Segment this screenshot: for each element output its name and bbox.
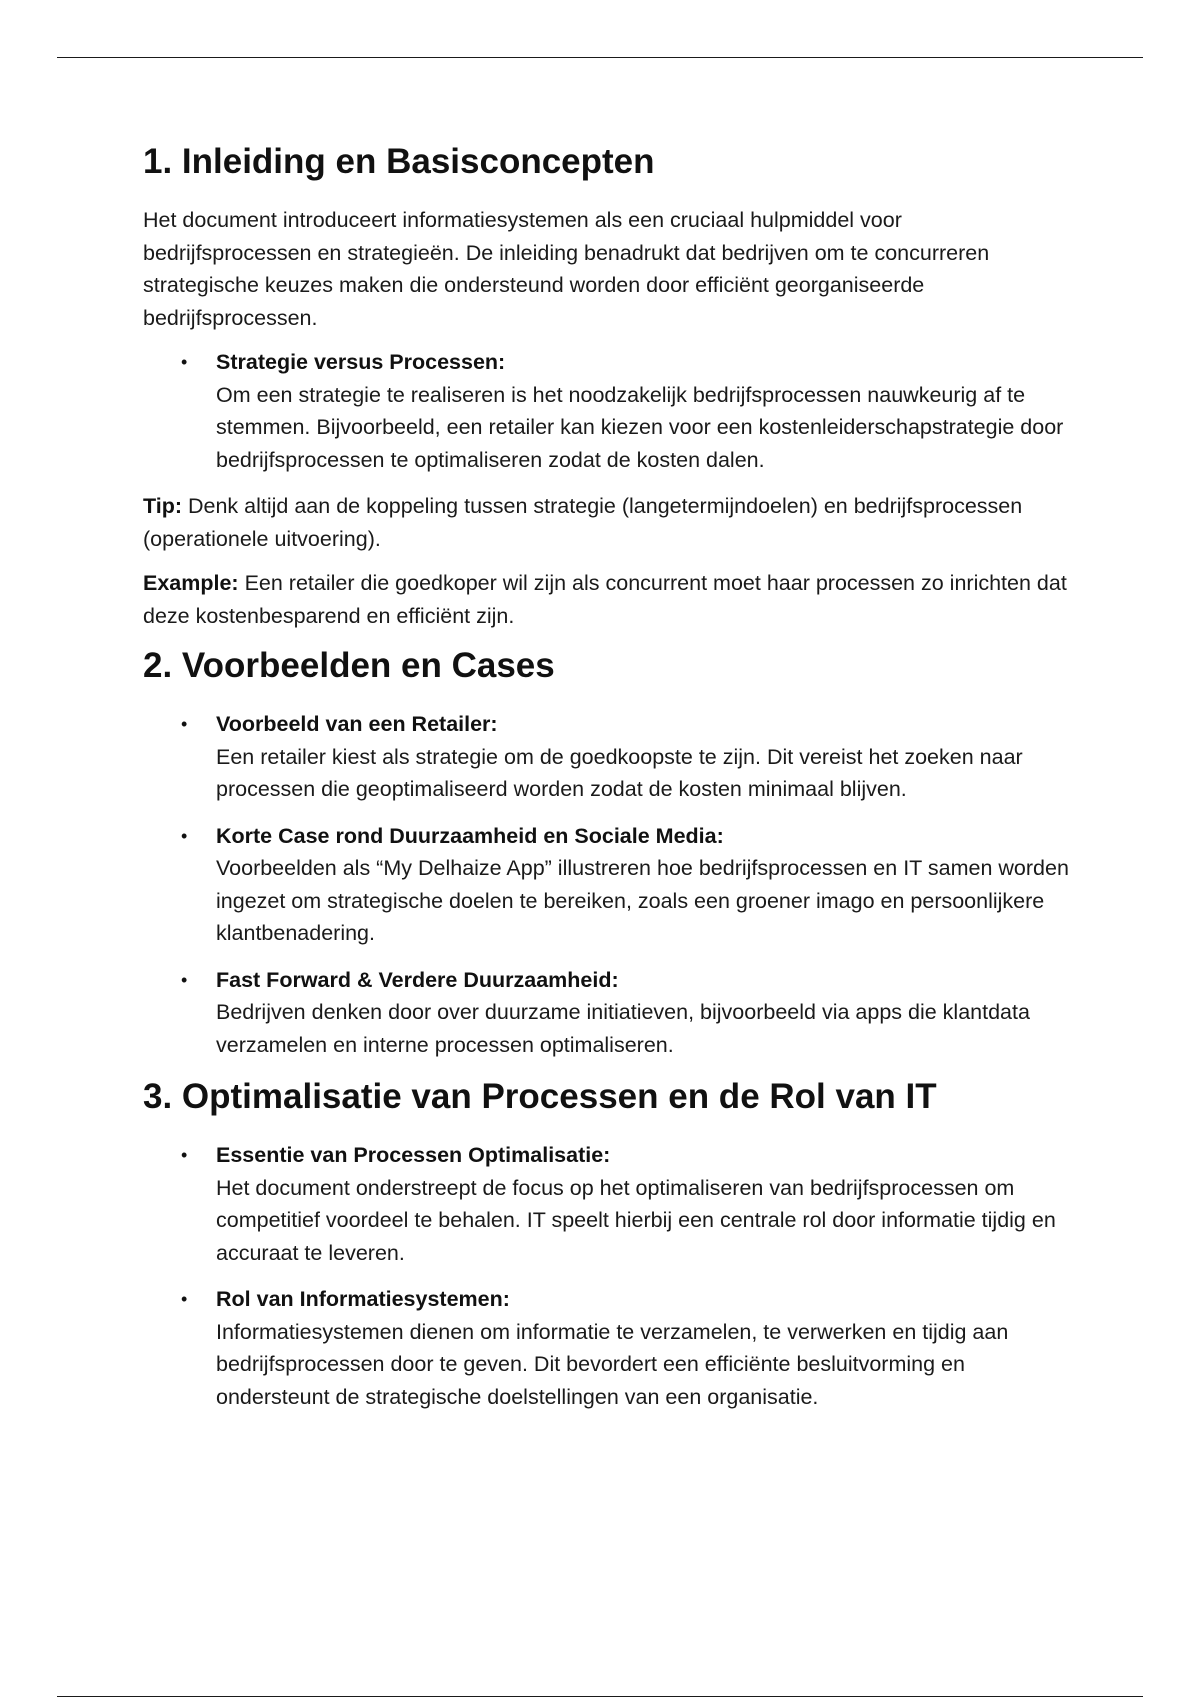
- bottom-rule: [57, 1696, 1143, 1697]
- bullet-icon: •: [181, 714, 188, 734]
- bullet-list: [143, 708, 1073, 1061]
- section-heading: 3. Optimalisatie van Processen en de Rol van IT: [143, 1077, 937, 1116]
- bullet-title: Rol van Informatiesystemen:: [216, 1287, 510, 1311]
- bullet-list: [143, 1139, 1073, 1413]
- bullet-text: Bedrijven denken door over duurzame initiatieven, bijvoorbeeld via apps die klantdata verzamelen en interne processen optimaliseren.: [216, 1000, 1030, 1057]
- tip-paragraph: [143, 490, 1073, 555]
- list-item: [143, 1139, 1073, 1269]
- bullet-title: Strategie versus Processen:: [216, 350, 506, 374]
- bullet-title: Voorbeeld van een Retailer:: [216, 712, 498, 736]
- bullet-icon: •: [181, 352, 188, 372]
- example-label: Example:: [143, 571, 239, 595]
- bullet-text: Om een strategie te realiseren is het noodzakelijk bedrijfsprocessen nauwkeurig af te stemmen. Bijvoorbeeld, een retailer kan kiezen voor een kostenleiderschapstrategie door bedrijfsprocessen te optimaliseren zodat de kosten dalen.: [216, 382, 1064, 472]
- section-intro: Het document introduceert informatiesystemen als een cruciaal hulpmiddel voor bedrijfsprocessen en strategieën. De inleiding benadrukt dat bedrijven om te concurreren strategische keuzes maken die ondersteund worden door efficiënt georganiseerde bedrijfsprocessen.: [143, 208, 990, 330]
- list-item: [143, 964, 1073, 1062]
- tip-text: Denk altijd aan de koppeling tussen strategie (langetermijndoelen) en bedrijfsprocessen (operationele uitvoering).: [143, 494, 1023, 551]
- bullet-icon: •: [181, 969, 188, 990]
- example-text: Een retailer die goedkoper wil zijn als concurrent moet haar processen zo inrichten dat deze kostenbesparend en efficiënt zijn.: [143, 571, 1067, 628]
- section-inleiding: [143, 140, 1073, 632]
- top-rule: [57, 57, 1143, 58]
- bullet-title: Korte Case rond Duurzaamheid en Sociale Media:: [216, 823, 724, 848]
- bullet-text: Informatiesystemen dienen om informatie te verzamelen, te verwerken en tijdig aan bedrijfsprocessen door te geven. Dit bevordert een efficiënte besluitvorming en ondersteunt de strategische doelstellingen van een organisatie.: [216, 1319, 1009, 1409]
- section-heading: 2. Voorbeelden en Cases: [143, 646, 555, 685]
- bullet-title: Essentie van Processen Optimalisatie:: [216, 1143, 611, 1167]
- list-item: [143, 708, 1073, 806]
- bullet-icon: •: [181, 1145, 188, 1165]
- list-item: [143, 346, 1073, 476]
- section-voorbeelden: [143, 644, 1073, 1061]
- bullet-icon: •: [181, 825, 188, 846]
- document-body: [143, 140, 1073, 1427]
- bullet-text: Een retailer kiest als strategie om de goedkoopste te zijn. Dit vereist het zoeken naar processen die geoptimaliseerd worden zodat de kosten minimaal blijven.: [216, 744, 1023, 801]
- section-heading: 1. Inleiding en Basisconcepten: [143, 142, 655, 181]
- bullet-list: [143, 346, 1073, 476]
- example-paragraph: [143, 567, 1073, 632]
- list-item: [143, 820, 1073, 950]
- bullet-text: Het document onderstreept de focus op het optimaliseren van bedrijfsprocessen om competitief voordeel te behalen. IT speelt hierbij een centrale rol door informatie tijdig en accuraat te leveren.: [216, 1175, 1056, 1265]
- tip-label: Tip:: [143, 494, 183, 518]
- bullet-title: Fast Forward & Verdere Duurzaamheid:: [216, 967, 619, 992]
- section-optimalisatie: [143, 1075, 1073, 1413]
- list-item: [143, 1283, 1073, 1413]
- bullet-text: Voorbeelden als “My Delhaize App” illustreren hoe bedrijfsprocessen en IT samen worden ingezet om strategische doelen te bereiken, zoals een groener imago en persoonlijkere klantbenadering.: [216, 856, 1069, 945]
- bullet-icon: •: [181, 1289, 188, 1309]
